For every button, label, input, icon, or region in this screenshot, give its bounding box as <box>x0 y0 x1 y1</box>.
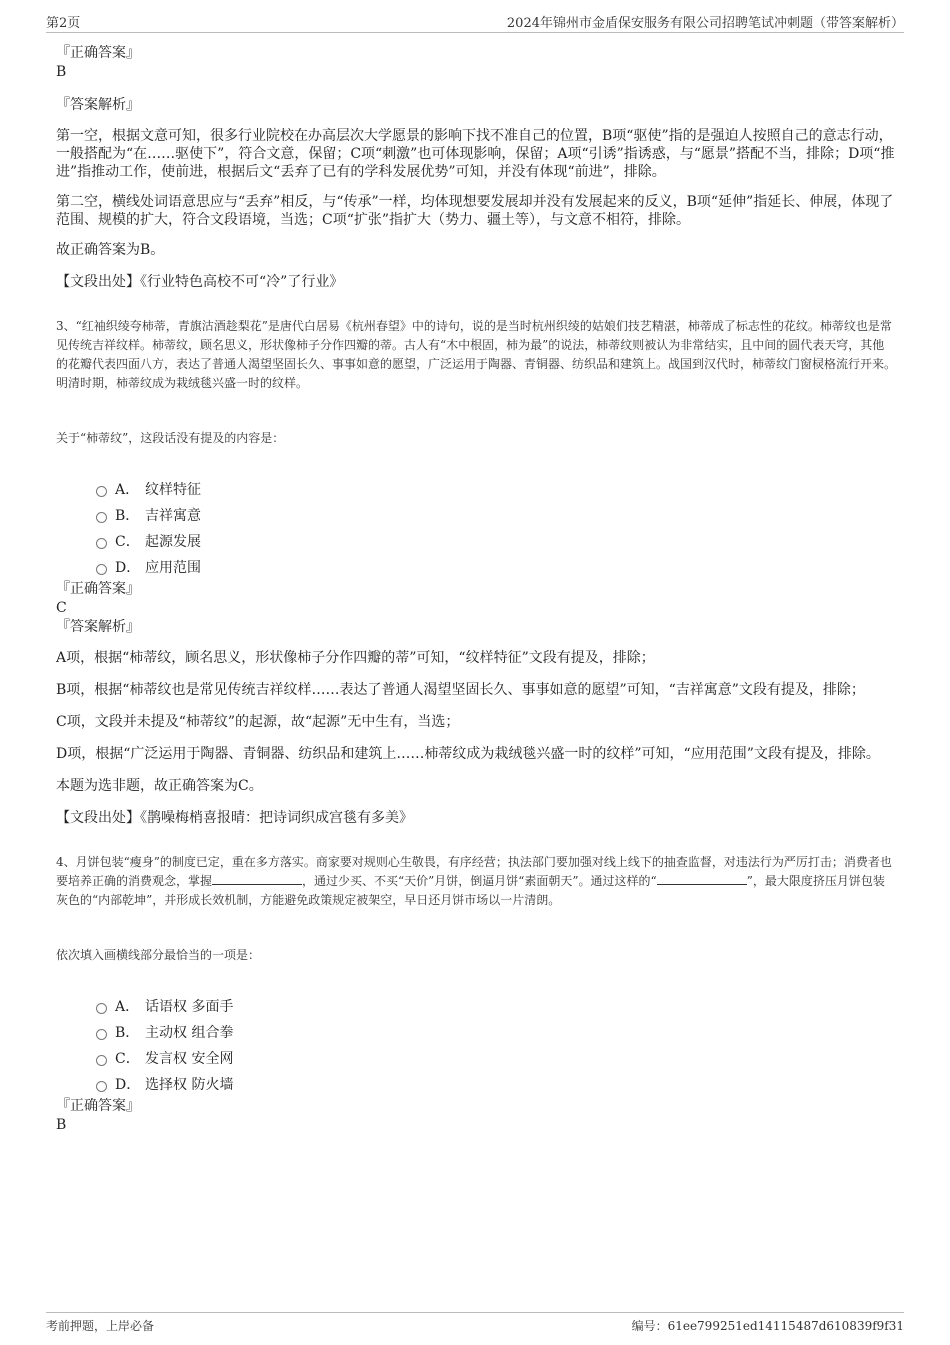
footer-slogan: 考前押题，上岸必备 <box>46 1318 155 1333</box>
source-citation: 【文段出处】《行业特色高校不可“冷”了行业》 <box>56 274 344 290</box>
analysis-label: 『答案解析』 <box>56 97 140 113</box>
radio-icon[interactable] <box>96 564 107 575</box>
radio-icon[interactable] <box>96 1081 107 1092</box>
source-citation: 【文段出处】《鹊噪梅梢喜报晴：把诗词织成宫毯有多美》 <box>56 810 413 826</box>
option-d[interactable]: D． 应用范围 <box>96 554 896 580</box>
page-header <box>46 12 904 33</box>
answer-label: 『正确答案』 <box>56 581 140 597</box>
option-a[interactable]: A． 纹样特征 <box>96 476 896 502</box>
radio-icon[interactable] <box>96 1055 107 1066</box>
analysis-paragraph: D项，根据“广泛运用于陶器、青铜器、纺织品和建筑上……柿蒂纹成为栽绒毯兴盛一时的纹样”可知，“应用范围”文段有提及，排除。 <box>56 746 880 762</box>
document-id: 编号：61ee799251ed14115487d610839f9f31 <box>631 1318 904 1333</box>
analysis-paragraph: 第一空，根据文意可知，很多行业院校在办高层次大学愿景的影响下找不准自己的位置，B项“驱使”指的是强迫人按照自己的意志行动，一般搭配为“在……驱使下”，符合文意，保留；C项“刺激”也可体现影响，保留；A项“引诱”指诱惑，与“愿景”搭配不当，排除；D项“推进”指推动工作，使前进，根据后文“丢弃了已有的学科发展优势”可知，并没有体现“前进”，排除。 <box>56 128 895 180</box>
answer-label: 『正确答案』 <box>56 1098 140 1114</box>
analysis-conclusion: 本题为选非题，故正确答案为C。 <box>56 778 263 794</box>
option-c[interactable]: C． 起源发展 <box>96 528 896 554</box>
fill-blank <box>212 872 302 885</box>
option-b[interactable]: B． 吉祥寓意 <box>96 502 896 528</box>
option-b[interactable]: B． 主动权 组合拳 <box>96 1019 896 1045</box>
radio-icon[interactable] <box>96 1029 107 1040</box>
radio-icon[interactable] <box>96 486 107 497</box>
option-c[interactable]: C． 发言权 安全网 <box>96 1045 896 1071</box>
question-stem: 4、月饼包装“瘦身”的制度已定，重在多方落实。商家要对规则心生敬畏，有序经营；执法部门要加强对线上线下的抽查监督，对违法行为严厉打击；消费者也要培养正确的消费观念，掌握 ，通过少买、不买“天价”月饼，倒逼月饼“素面朝天”。通过这样的“ ”，最大限度挤压月饼包装灰色的“内部乾坤”，并形成长效机制，方能避免政策规定被架空，早日还月饼市场以一片清朗。 <box>56 855 892 907</box>
radio-icon[interactable] <box>96 1003 107 1014</box>
radio-icon[interactable] <box>96 512 107 523</box>
answer-value: B <box>56 1117 67 1133</box>
analysis-conclusion: 故正确答案为B。 <box>56 242 165 258</box>
option-d[interactable]: D． 选择权 防火墙 <box>96 1071 896 1097</box>
answer-value: C <box>56 600 67 616</box>
fill-blank <box>657 872 747 885</box>
analysis-paragraph: C项，文段并未提及“柿蒂纹”的起源，故“起源”无中生有，当选； <box>56 714 460 730</box>
answer-label: 『正确答案』 <box>56 45 140 61</box>
question-prompt: 依次填入画横线部分最恰当的一项是： <box>56 948 261 962</box>
analysis-paragraph: B项，根据“柿蒂纹也是常见传统吉祥纹样……表达了普通人渴望坚固长久、事事如意的愿望”可知，“吉祥寓意”文段有提及，排除； <box>56 682 865 698</box>
page-number: 第2页 <box>46 16 81 31</box>
question-stem: 3、“红袖织绫夸柿蒂，青旗沽酒趁梨花”是唐代白居易《杭州春望》中的诗句，说的是当时杭州织绫的姑娘们技艺精湛，柿蒂成了标志性的花纹。柿蒂纹也是常见传统吉祥纹样。柿蒂纹，顾名思义，形状像柿子分作四瓣的蒂。古人有“木中根固，柿为最”的说法，柿蒂纹则被认为非常结实，且中间的圆代表天穹，其他的花瓣代表四面八方，表达了普通人渴望坚固长久、事事如意的愿望，广泛运用于陶器、青铜器、纺织品和建筑上。战国到汉代时，柿蒂纹门窗棂格流行开来。明清时期，柿蒂纹成为栽绒毯兴盛一时的纹样。 <box>56 319 897 390</box>
radio-icon[interactable] <box>96 538 107 549</box>
answer-value: B <box>56 64 67 80</box>
option-a[interactable]: A． 话语权 多面手 <box>96 993 896 1019</box>
analysis-paragraph: 第二空，横线处词语意思应与“丢弃”相反，与“传承”一样，均体现想要发展却并没有发展起来的反义，B项“延伸”指延长、伸展，体现了范围、规模的扩大，符合文段语境，当选；C项“扩张”指扩大（势力、疆土等），与文意不相符，排除。 <box>56 194 894 228</box>
question-prompt: 关于“柿蒂纹”，这段话没有提及的内容是： <box>56 431 285 445</box>
analysis-label: 『答案解析』 <box>56 619 140 635</box>
analysis-paragraph: A项，根据“柿蒂纹，顾名思义，形状像柿子分作四瓣的蒂”可知，“纹样特征”文段有提及，排除； <box>56 650 655 666</box>
document-body <box>56 44 896 1135</box>
page-footer <box>46 1312 904 1337</box>
document-title: 2024年锦州市金盾保安服务有限公司招聘笔试冲刺题（带答案解析） <box>506 16 904 31</box>
